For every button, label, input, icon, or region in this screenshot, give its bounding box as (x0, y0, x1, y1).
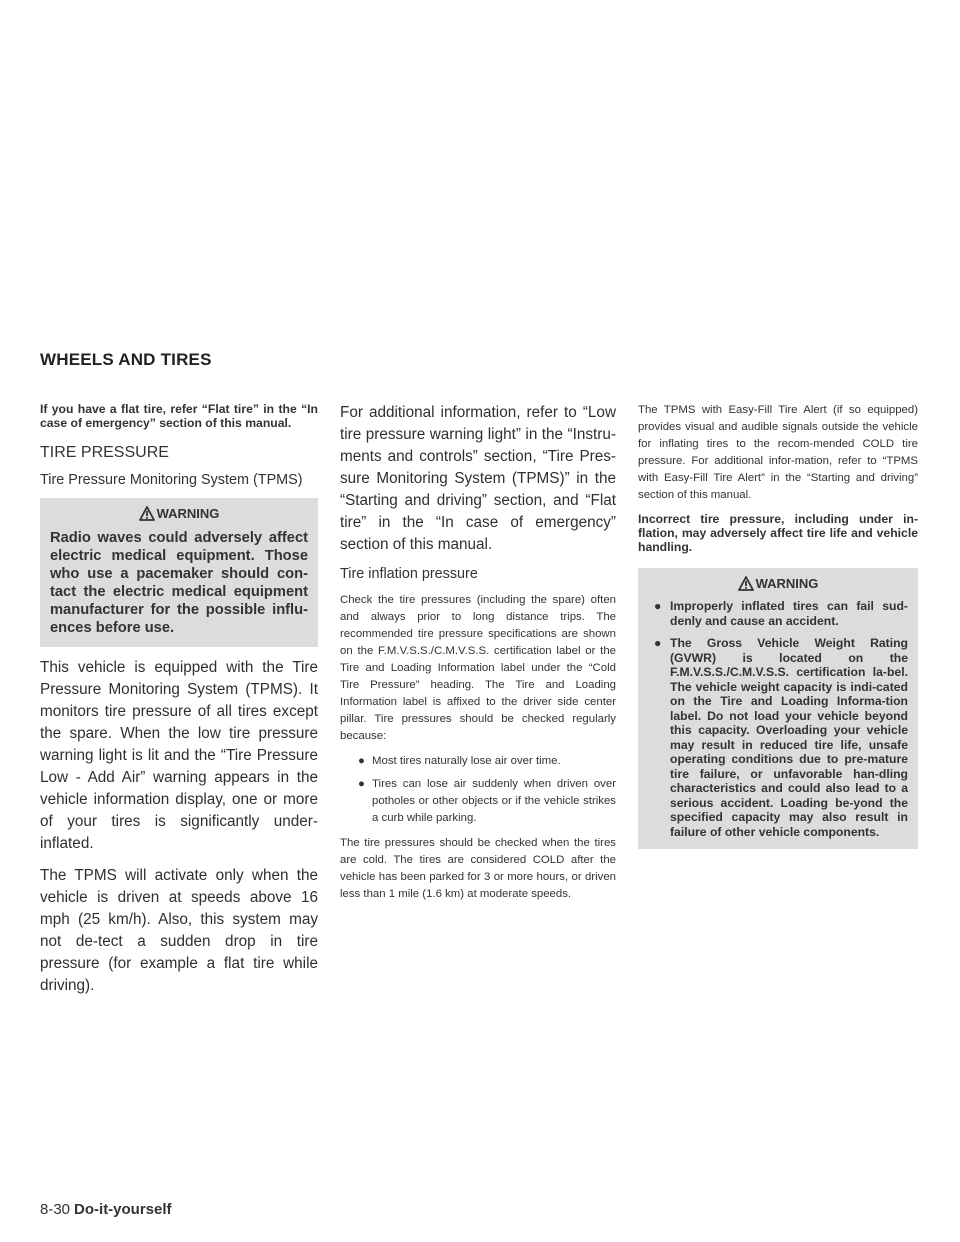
list-item: ● Tires can lose air suddenly when driven over potholes or other objects or if the vehicle strikes a curb while parking. (358, 778, 616, 824)
page-footer (40, 1201, 172, 1218)
section-header: WHEELS AND TIRES (40, 350, 212, 369)
additional-info-paragraph: For additional information, refer to “Low tire pressure warning light” in the “Instru-ments and controls” section, “Tire Pres-sure Monitoring System (TPMS)” in the “Starting and driving” section, and “Flat tire” in the “In case of emergency” section of this manual. (340, 404, 616, 553)
warning-box-radio (40, 498, 318, 647)
column-3 (638, 402, 918, 859)
heading-tire-pressure: TIRE PRESSURE (40, 444, 169, 461)
easy-fill-paragraph: The TPMS with Easy-Fill Tire Alert (if so equipped) provides visual and audible signals outside the vehicle for inflating tires to the recom-mended COLD tire pressure. For additional infor-mation, refer to “TPMS with Easy-Fill Tire Alert” in the “Starting and driving” section of this manual. (638, 404, 918, 501)
list-item: ● Improperly inflated tires can fail sud-denly and cause an accident. (654, 599, 908, 628)
list-item: ● The Gross Vehicle Weight Rating (GVWR) is located on the F.M.V.S.S./C.M.V.S.S. certification la-bel. The vehicle weight capacity is indi-cated on the Tire and Loading Informa-tion label. Do not load your vehicle beyond this capacity. Overloading your vehicle may result in reduced tire life, unsafe operating conditions due to pre-mature tire failure, or unfavorable han-dling characteristics and could also lead to a serious accident. Loading be-yond the specified capacity may also result in failure of other vehicle components. (654, 636, 908, 839)
warning-title-text: WARNING (755, 576, 819, 591)
bullet-icon: ● (654, 599, 662, 613)
warning-list (648, 599, 908, 839)
incorrect-pressure-note: Incorrect tire pressure, including under in-flation, may adversely affect tire life and vehicle handling. (638, 512, 918, 554)
warning-title (648, 576, 908, 591)
column-1 (40, 402, 318, 1007)
list-item: ● Most tires naturally lose air over time. (340, 753, 616, 770)
tpms-paragraph-2: The TPMS will activate only when the vehicle is driven at speeds above 16 mph (25 km/h). Also, this system may not de-tect a sudden drop in tire pressure (for example a flat tire while driving). (40, 867, 318, 994)
cold-tire-paragraph: The tire pressures should be checked when the tires are cold. The tires are considered COLD after the vehicle has been parked for 3 or more hours, or driven less than 1 mile (1.6 km) at moderate speeds. (340, 837, 616, 900)
warning-text: Radio waves could adversely affect electric medical equipment. Those who use a pacemaker should con-tact the electric medical equipment manufacturer for the possible influ-ences before use. (50, 530, 308, 636)
subheading-inflation: Tire inflation pressure (340, 566, 478, 582)
inflation-paragraph: Check the tire pressures (including the spare) often and always prior to long distance trips. The recommended tire pressure specifications are shown on the F.M.V.S.S./C.M.V.S.S. certification label or the Tire and Loading Information label under the “Cold Tire Pressure” heading. The Tire and Loading Information label is affixed to the driver side center pillar. Tire pressures should be checked regularly because: (340, 594, 616, 742)
bullet-icon: ● (358, 755, 365, 767)
column-2 (340, 402, 616, 911)
warning-title (50, 506, 308, 521)
reasons-list (340, 753, 616, 827)
bullet-icon: ● (654, 636, 662, 650)
subheading-tpms: Tire Pressure Monitoring System (TPMS) (40, 472, 303, 488)
tpms-paragraph-1: This vehicle is equipped with the Tire Pressure Monitoring System (TPMS). It monitors tire pressure of all tires except the spare. When the low tire pressure warning light is lit and the “Tire Pressure Low - Add Air” warning appears in the vehicle information display, one or more of your tires is significantly under-inflated. (40, 659, 318, 852)
footer-section: Do-it-yourself (74, 1201, 172, 1218)
warning-triangle-icon (139, 506, 155, 521)
warning-title-text: WARNING (156, 506, 220, 521)
flat-tire-note: If you have a flat tire, refer “Flat tire” in the “In case of emergency” section of this manual. (40, 402, 318, 430)
page-number: 8-30 (40, 1201, 71, 1218)
warning-box-inflation (638, 568, 918, 849)
bullet-icon: ● (358, 778, 365, 790)
warning-triangle-icon (738, 576, 754, 591)
